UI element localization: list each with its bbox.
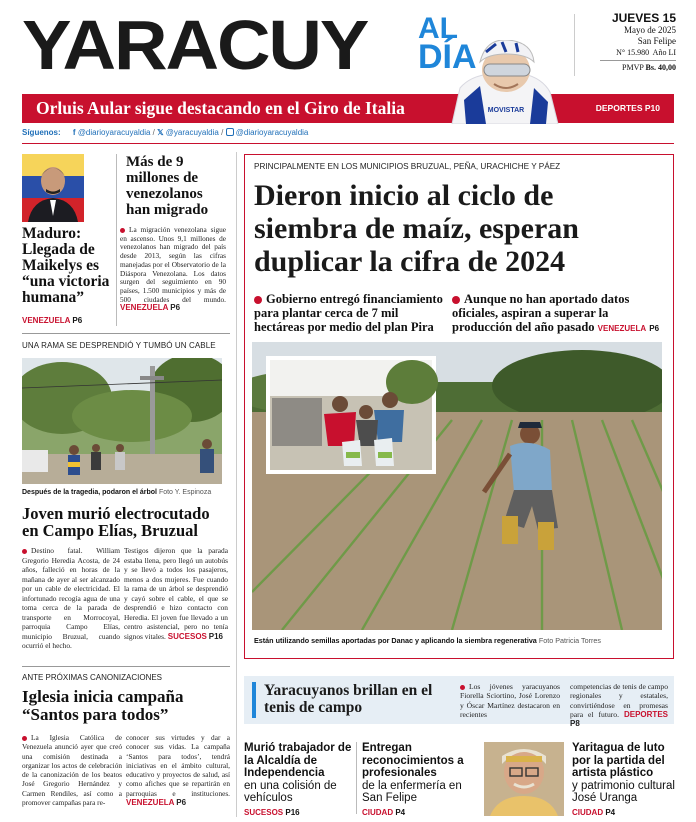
banner-section: DEPORTES P10	[595, 103, 660, 113]
electro-caption: Después de la tragedia, podaron el árbol	[22, 489, 157, 496]
social-label: Síguenos:	[22, 128, 61, 137]
instagram-icon	[226, 128, 234, 136]
tennis-body-right: competencias de tenis de campo regionales y estatales, convirtiéndose en promesas para el futuro. DEPORTES P8	[570, 682, 668, 729]
facebook-link[interactable]: @diarioyaracuyaldia	[77, 128, 151, 137]
church-kicker: ANTE PRÓXIMAS CANONIZACIONES	[22, 673, 163, 682]
tennis-body-left: Los jóvenes yaracuyanos Fiorella Sciortino, José Lorenzo y Óscar Martínez destacaron en recientes	[460, 682, 560, 719]
top-banner[interactable]	[22, 94, 674, 123]
electro-photo	[22, 358, 222, 484]
city: San Felipe	[637, 36, 676, 46]
electro-body-left: Destino fatal. William Gregorio Heredia Acosta, de 24 años, falleció en horas de la mañana de ayer al ser alcanzado por un cable de electricidad. El infortunado recogía agua de una toma cerca de la parada de transporte en Morrocoyal, parroquia Campo Elías, municipio Bruzual, cuando ocurrió el hecho.	[22, 546, 120, 650]
main-photo	[252, 342, 662, 630]
main-credit: Foto Patricia Torres	[538, 636, 601, 645]
tennis-box[interactable]	[244, 676, 674, 729]
weekday: JUEVES 15	[611, 11, 676, 25]
issue-number: N° 15.980	[616, 48, 650, 57]
price: Bs. 40,00	[645, 63, 676, 72]
electro-caption-line	[22, 489, 211, 496]
banner-headline: Orluis Aular sigue destacando en el Giro de Italia	[36, 98, 405, 118]
main-kicker: PRINCIPALMENTE EN LOS MUNICIPIOS BRUZUAL, PEÑA, URACHICHE Y PÁEZ	[254, 162, 561, 171]
maduro-headline[interactable]: Maduro: Llegada de Maikelys es “una victoria humana”	[22, 225, 110, 306]
brief-1[interactable]: Murió trabajador de la Alcaldía de Independencia en una colisión de vehículos SUCESOS P16	[244, 742, 352, 817]
issue-year: Año LI	[652, 48, 676, 57]
social-bar: Síguenos: f @diarioyaracuyaldia / 𝕏 @yaracuyaldia / @diarioyaracuyaldia	[22, 128, 309, 137]
maduro-tag[interactable]: VENEZUELA P6	[22, 316, 83, 325]
maduro-photo	[22, 154, 84, 222]
electro-headline[interactable]: Joven murió electrocutado en Campo Elías, Bruzual	[22, 504, 210, 540]
masthead-title: YARACUY	[22, 6, 368, 84]
church-body-left: La Iglesia Católica de Venezuela anunció ayer que creó una comisión destinada a organizar los actos de celebración de la canonización de los beatos José Gregorio Hernández y Carmen Rendiles, así como a promover campañas para re-	[22, 733, 122, 808]
tennis-headline[interactable]: Yaracuyanos brillan en el tenis de campo	[264, 682, 433, 716]
main-headline[interactable]: Dieron inicio al ciclo de siembra de maíz, esperan duplicar la cifra de 2024	[254, 179, 579, 278]
cyclist-photo	[446, 40, 562, 124]
uranga-photo	[484, 742, 564, 816]
church-headline[interactable]: Iglesia inicia campaña “Santos para todos”	[22, 687, 184, 724]
x-link[interactable]: @yaracuyaldia	[165, 128, 219, 137]
church-body-right: conocer sus virtudes y dar a conocer sus vidas. La campaña ‘Santos para todos’, tendrá iniciativas en el ámbito cultural, educativo y proyectos de salud, así como afiches que se repartirán en parroquias e instituciones. VENEZUELA P6	[126, 733, 230, 808]
main-sub-right: Aunque no han aportado datos oficiales, aspiran a superar la producción del año pasado VENEZUELA P6	[452, 292, 660, 334]
electro-body-right: Testigos dijeron que la parada estaba llena, pero llegó un autobús y se llevó a todos los pasajeros, menos a dos mujeres. Fue cuando la rama de un árbol se desprendió y cayó sobre el cable, el que se desprendió e hizo contacto con Heredia. El joven fue llevado a un centro asistencial, pero no tenía signos vitales. SUCESOS P16	[124, 546, 228, 641]
date-box	[600, 12, 676, 73]
migrants-body: La migración venezolana sigue en ascenso. Unos 9,1 millones de venezolanos han migrado del país desde 2013, según las cifras manejadas por el Observatorio de la Diáspora Venezolana. Los datos surgen del seguimiento en 90 países, 1.500 municipios y más de 500 ciudades del mundo. VENEZUELA P6	[120, 225, 226, 313]
tennis-accent	[252, 682, 256, 718]
migrants-headline[interactable]: Más de 9 millones de venezolanos han migrado	[126, 154, 209, 218]
electro-credit: Foto Y. Espinoza	[158, 489, 212, 496]
main-caption-line	[254, 636, 601, 645]
main-caption: Están utilizando semillas aportadas por Danac y aplicando la siembra regenerativa	[254, 636, 537, 645]
masthead-al: AL	[418, 12, 458, 45]
brief-2[interactable]: Entregan reconocimientos a profesionales de la enfermería en San Felipe CIUDAD P4	[362, 742, 464, 817]
main-sub-left: Gobierno entregó financiamiento para plantar cerca de 7 mil hectáreas por medio del plan Pira	[254, 292, 443, 334]
masthead-dia: DÍA	[418, 38, 477, 76]
x-icon: 𝕏	[157, 128, 164, 137]
electro-kicker: UNA RAMA SE DESPRENDIÓ Y TUMBÓ UN CABLE	[22, 341, 216, 350]
instagram-link[interactable]: @diarioyaracuyaldia	[235, 128, 309, 137]
brief-3[interactable]: Yaritagua de luto por la partida del artista plástico y patrimonio cultural José Uranga CIUDAD P4	[572, 742, 675, 817]
facebook-icon: f	[72, 128, 76, 137]
price-label: PMVP	[622, 63, 644, 72]
svg-text:MOVISTAR: MOVISTAR	[487, 107, 525, 114]
month-year: Mayo de 2025	[624, 25, 676, 35]
